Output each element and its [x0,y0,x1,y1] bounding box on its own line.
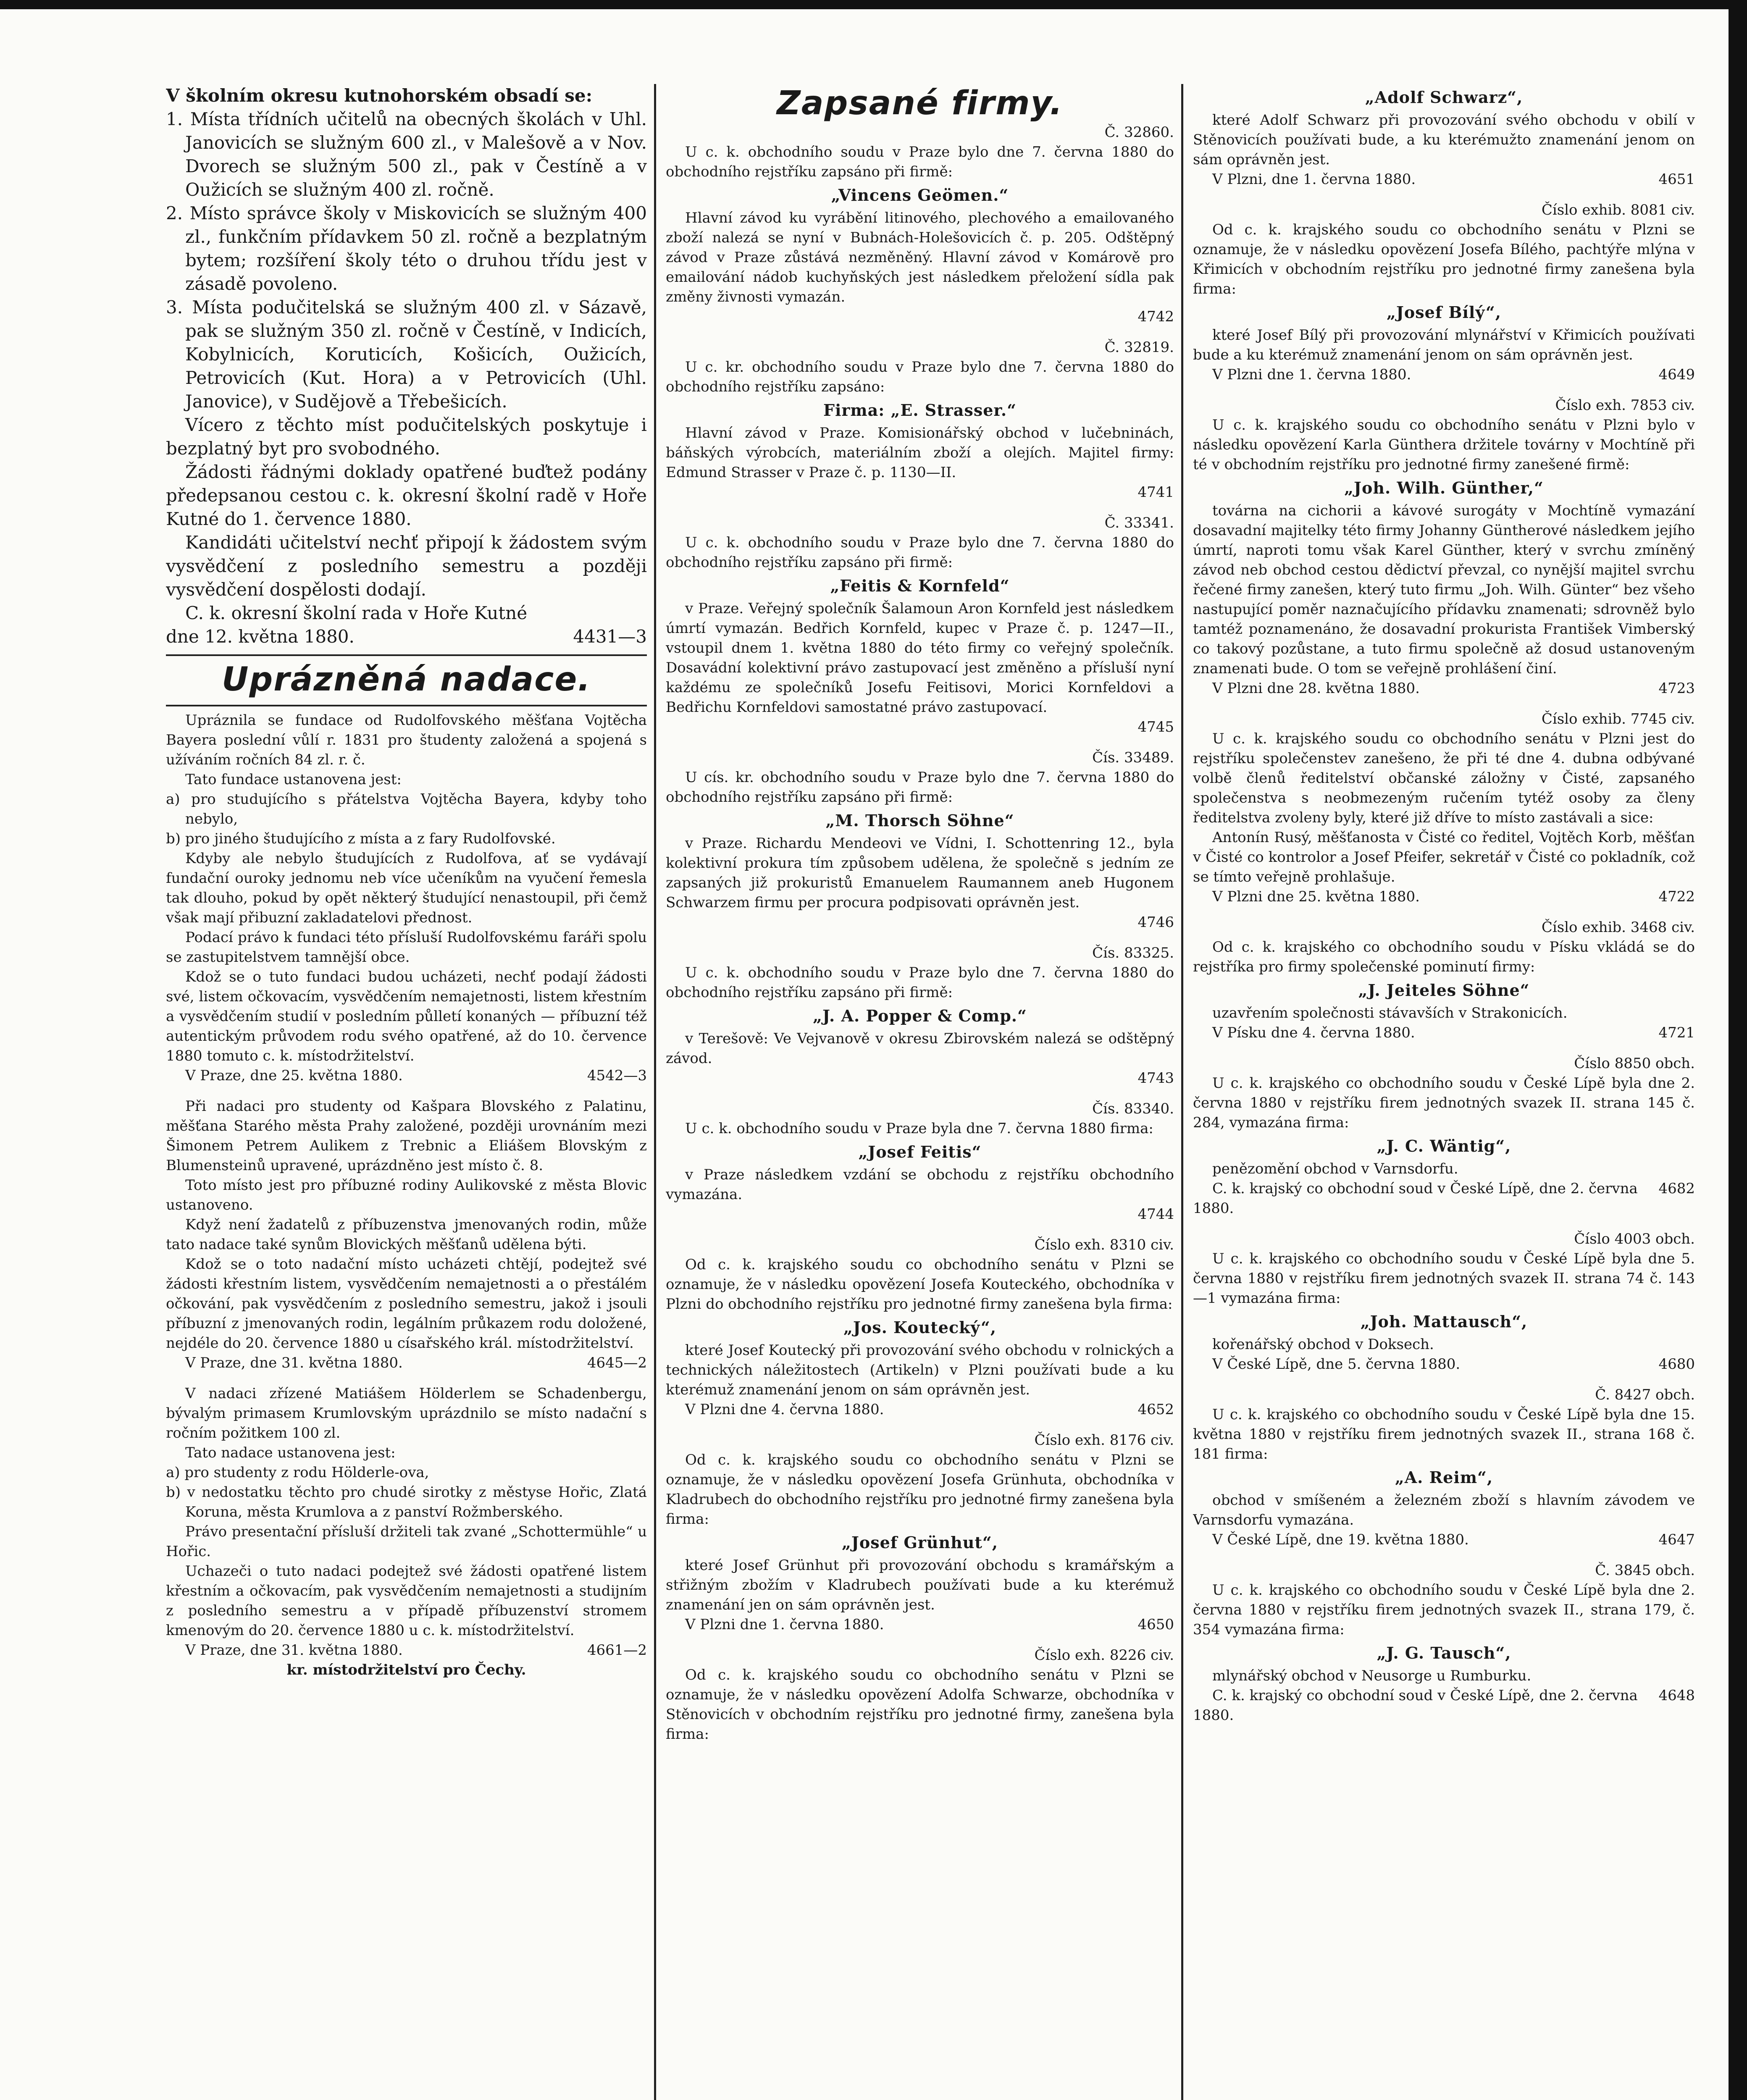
entry-intro: Od c. k. krajského soudu co obchodního senátu v Plzni se oznamuje, že v následku opovězení Josefa Kouteckého, obchodníka v Plzni do obchodního rejstříku pro jednotné firmy zanešena byla firma: [666,1256,1174,1312]
firm-name: „Joh. Mattausch“, [1360,1312,1528,1331]
entry-ref: 4649 [1658,366,1695,383]
firm-entry [1193,1229,1695,1385]
firm-name: „J. A. Popper & Comp.“ [813,1006,1027,1025]
firm-entry [1193,200,1695,396]
firm-entry [666,1431,1174,1646]
list-item: 1. Místa třídních učitelů na obecných školách v Uhl. Janovicích se služným 600 zl., v Malešově a v Nov. Dvorech se služným 500 zl., pak v Čestíně a v Oužicích se služným 400 zl. ročně. [166,109,647,200]
firm-entry [1193,709,1695,918]
entry-case-number: Číslo exhib. 8081 civ. [1541,202,1695,218]
right-border [1729,0,1747,2100]
entry-body: Hlavní závod v Praze. Komisionářský obchod v lučebninách, báňských výrobcích, materiálním zboží a olejích. Majitel firmy: Edmund Strasser v Praze č. p. 1130—II. [666,425,1174,481]
entry-ref: 4745 [1138,719,1174,735]
firm-name: „J. G. Tausch“, [1377,1643,1511,1662]
entry-ref: 4741 [1138,484,1174,501]
notice-ref: 4542—3 [587,1067,647,1084]
notice-ref: 4431—3 [573,626,647,647]
column-left [166,84,647,2100]
firm-entry [666,1099,1174,1235]
entry-body: které Adolf Schwarz při provozování svého obchodu v obilí v Stěnovicích používati bude, a ku kterémužto znamenání jenom on sám oprávněn jest. [1193,112,1695,168]
notice-paragraph: Kdyby ale nebylo študujících z Rudolfova, ať se vydávají fundační ouroky jednomu neb více učeníkům na vyučení řemesla tak dlouho, pokud by opět některý študující nenastoupil, při čemž však mají přibuzní zakladatelovi přednost. [166,850,647,926]
entry-ref: 4650 [1138,1616,1174,1633]
notice-paragraph: Když není žadatelů z příbuzenstva jmenovaných rodin, může tato nadace také synům Blovických měšťanů udělena býti. [166,1216,647,1253]
entry-case-number: Číslo exh. 8226 civ. [1034,1647,1174,1664]
entry-date: V Plzni dne 1. června 1880. [685,1616,884,1633]
firm-name: „Vincens Geömen.“ [831,186,1009,205]
entry-intro: U c. k. krajského soudu co obchodního senátu v Plzni jest do rejstříku společenstev zanešeno, že při té dne 4. dubna odbývané volbě členů ředitelství občanské záložny v Čisté, zapsaného společenstva s neobmezeným ručením tytéž osoby za členy ředitelstva zvoleny byly, které již dříve to místo zastávali a sice: [1193,730,1695,826]
firm-entry [1193,1054,1695,1229]
entry-case-number: Číslo exh. 8310 civ. [1034,1236,1174,1253]
entry-ref: 4652 [1138,1401,1174,1418]
notice-paragraph: Tato nadace ustanovena jest: [185,1444,396,1461]
entry-case-number: Č. 8427 obch. [1595,1386,1695,1403]
entry-intro: U c. k. krajského co obchodního soudu v České Lípě byla dne 2. června 1880 v rejstříku firem jednotných svazek II. strana 145 č. 284, vymazána firma: [1193,1075,1695,1131]
entry-body: továrna na cichorii a kávové surogáty v Mochtíně vymazání dosavadní majitelky této firmy Johanny Güntherové následkem jejího úmrtí, naproti tomu však Karel Günther, který v svrchu zmíněný závod neb obchod cestou dědictví převzal, co nynější majitel svrchu řečené firmy zanešen, který tuto firmu „Joh. Wilh. Günter“ bez všeho nastupující poměr naznačujícího přídavku znamenati; sdrovněž bylo tamtéž poznamenáno, že dosavadní prokurista František Vimberský co takový pozůstane, a tuto firmu společně až dosud ustanoveným znamenati bude. O tom se veřejně prohlášení činí. [1193,502,1695,677]
firm-name: „J. C. Wäntig“, [1377,1137,1511,1155]
entry-ref: 4746 [1138,914,1174,931]
entry-ref: 4682 [1658,1180,1695,1197]
section-divider [166,705,647,706]
entry-case-number: Č. 32819. [1104,339,1174,356]
firm-entry [666,1646,1174,1755]
firm-name: „Jos. Koutecký“, [843,1318,996,1337]
notice-signature: C. k. okresní školní rada v Hoře Kutné [185,603,528,623]
endowment-notice-3 [166,1384,647,1680]
entry-date: V Plzni dne 4. června 1880. [685,1401,884,1418]
entry-case-number: Číslo 8850 obch. [1574,1055,1695,1072]
entry-case-number: Číslo exh. 8176 civ. [1034,1432,1174,1449]
entry-date: V Plzni dne 28. května 1880. [1212,680,1420,697]
section-title-endowment: Uprázněná nadace. [222,661,591,698]
school-vacancy-notice [166,84,647,648]
entry-ref: 4647 [1658,1531,1695,1548]
entry-case-number: Čís. 83340. [1092,1100,1174,1117]
entry-case-number: Č. 3845 obch. [1595,1562,1695,1579]
section-title-firms: Zapsané firmy. [777,84,1063,122]
entry-body: v Praze následkem vzdání se obchodu z rejstříku obchodního vymazána. [666,1166,1174,1203]
entry-body: které Josef Grünhut při provozování obchodu s kramářským a střižným zbožím v Kladrubech používati bude a ku kterémuž znamenání jen on sám oprávněn jest. [666,1557,1174,1613]
entry-case-number: Čís. 33489. [1092,749,1174,766]
entry-intro: U c. k. krajského co obchodního soudu v České Lípě byla dne 15. května 1880 v rejstříku firem jednotných svazek II., strana 168 č. 181 firma: [1193,1406,1695,1462]
firm-entry [1193,1385,1695,1561]
entry-body: obchod v smíšeném a železném zboží s hlavním závodem ve Varnsdorfu vymazána. [1193,1492,1695,1528]
top-border [0,0,1747,9]
entry-ref: 4721 [1658,1024,1695,1041]
firm-entry [1193,396,1695,709]
entry-intro: U cís. kr. obchodního soudu v Praze bylo dne 7. června 1880 do obchodního rejstříku zapsáno při firmě: [666,769,1174,806]
entry-ref: 4744 [1138,1206,1174,1223]
notice-date: V Praze, dne 31. května 1880. [185,1642,403,1659]
firm-name: „Josef Bílý“, [1387,303,1501,322]
firm-name: „J. Jeiteles Söhne“ [1358,981,1530,1000]
entry-case-number: Číslo 4003 obch. [1574,1231,1695,1247]
notice-authority: kr. místodržitelství pro Čechy. [286,1662,526,1678]
entry-body: v Praze. Richardu Mendeovi ve Vídni, I. Schottenring 12., byla kolektivní prokura tím způsobem udělena, že společně s jedním ze zapsaných již prokuristů Emanuelem Raumannem aneb Hugonem Schwarzem firmu per procura podpisovati oprávněn jest. [666,835,1174,911]
entry-body: mlynářský obchod v Neusorge u Rumburku. [1212,1667,1532,1684]
entry-case-number: Č. 32860. [1104,124,1174,141]
entry-intro: Od c. k. krajského soudu co obchodního senátu v Plzni se oznamuje, že v následku opovězení Josefa Bílého, pachtýře mlýna v Křimicích v obchodním rejstříku pro jednotné firmy zanešena byla firma: [1193,221,1695,297]
notice-paragraph: Právo presentační přísluší držiteli tak zvané „Schottermühle“ u Hořic. [166,1523,647,1560]
entry-date: V České Lípě, dne 19. května 1880. [1212,1531,1469,1548]
entry-date: V Písku dne 4. června 1880. [1212,1024,1415,1041]
firm-entry [1193,1561,1695,1736]
column-middle [666,84,1174,2100]
entry-intro: U c. k. obchodního soudu v Praze bylo dne 7. června 1880 do obchodního rejstříku zapsáno při firmě: [666,534,1174,571]
entry-intro: Od c. k. krajského soudu co obchodního senátu v Plzni se oznamuje, že v následku opovězení Adolfa Schwarze, obchodníka v Stěnovicích v obchodním rejstříku pro jednotné firmy, zanešena byla firma: [666,1667,1174,1743]
notice-ref: 4661—2 [587,1642,647,1659]
list-item: b) v nedostatku těchto pro chudé sirotky z městyse Hořic, Zlatá Koruna, města Krumlova a z panství Rožmberského. [166,1484,647,1520]
entry-ref: 4743 [1138,1070,1174,1087]
entry-case-number: Číslo exh. 7853 civ. [1555,397,1695,414]
notice-paragraph: Žádosti řádnými doklady opatřené buďtež podány předepsanou cestou c. k. okresní školní radě v Hoře Kutné do 1. července 1880. [166,462,647,529]
notice-paragraph: Podací právo k fundaci této přísluší Rudolfovskému faráři spolu se zastupitelstvem tamnější obce. [166,929,647,966]
notice-intro: V školním okresu kutnohorském obsadí se: [166,85,593,106]
firm-entry [666,123,1174,338]
entry-intro: U c. k. obchodního soudu v Praze byla dne 7. června 1880 firma: [685,1120,1153,1137]
firm-name: „Josef Feitis“ [858,1142,982,1161]
entry-body: v Terešově: Ve Vejvanově v okresu Zbirovském nalezá se odštěpný závod. [666,1030,1174,1067]
firm-name: „Feitis & Kornfeld“ [830,576,1010,595]
notice-ref: 4645—2 [587,1354,647,1371]
firm-entry [666,513,1174,748]
entry-intro: U c. k. krajského co obchodního soudu v České Lípě byla dne 5. června 1880 v rejstříku firem jednotných svazek II. strana 74 č. 143—1 vymazána firma: [1193,1250,1695,1307]
notice-paragraph: Tato fundace ustanovena jest: [185,771,402,788]
entry-intro: U c. k. obchodního soudu v Praze bylo dne 7. června 1880 do obchodního rejstříku zapsáno při firmě: [666,144,1174,180]
entry-case-number: Čís. 83325. [1092,945,1174,961]
section-divider [166,654,647,656]
notice-paragraph: Uchazeči o tuto nadaci podejtež své žádosti opatřené listem křestním a očkovacím, pak vysvědčením nemajetnosti a studijním z posledního semestru a v případě příbuzenství stromem kmenovým do 20. července 1880 u c. k. místodržitelství. [166,1563,647,1639]
entry-body: které Josef Koutecký při provozování svého obchodu v rolnických a technických náležitostech (Artikeln) v Plzni používati bude a ku kterémuž znamenání jenom on sám oprávněn jest. [666,1342,1174,1398]
entry-ref: 4723 [1658,680,1695,697]
notice-paragraph: Kdož se o tuto fundaci budou ucházeti, nechť podají žádosti své, listem očkovacím, vysvědčením nemajetnosti, listem křestním a vysvědčením studií v posledním půlletí konaných — příbuzní též autentickým průvodem rodu svého opatřené, až do 10. července 1880 tomuto c. k. místodržitelství. [166,969,647,1064]
entry-case-number: Číslo exhib. 3468 civ. [1541,919,1695,936]
entry-body: kořenářský obchod v Doksech. [1212,1336,1434,1353]
entry-intro: U c. kr. obchodního soudu v Praze bylo dne 7. června 1880 do obchodního rejstříku zapsáno: [666,359,1174,395]
entry-body: uzavřením společnosti stávavších v Strakonicích. [1212,1005,1568,1021]
entry-intro: Od c. k. krajského soudu co obchodního senátu v Plzni se oznamuje, že v následku opovězení Josefa Grünhuta, obchodníka v Kladrubech do obchodního rejstříku pro jednotné firmy zanešena byla firma: [666,1452,1174,1528]
entry-body: Antonín Rusý, měšťanosta v Čisté co ředitel, Vojtěch Korb, měšťan v Čisté co kontrolor a Josef Pfeifer, sekretář v Čisté co pokladník, což se tímto veřejně prohlašuje. [1193,829,1695,885]
entry-intro: U c. k. krajského soudu co obchodního senátu v Plzni bylo v následku opovězení Karla Günthera držitele továrny v Mochtíně při té v obchodním rejstříku pro jednotné firmy zanešené firmě: [1193,417,1695,473]
list-item: a) pro studenty z rodu Hölderle-ova, [166,1464,429,1481]
notice-paragraph: Upráznila se fundace od Rudolfovského měšťana Vojtěcha Bayera poslední vůlí r. 1831 pro študenty založená a spojená s užíváním ročních 84 zl. r. č. [166,712,647,768]
entry-body: Hlavní závod ku vyrábění litinového, plechového a emailovaného zboží nalezá se nyní v Bubnách-Holešovicích č. p. 205. Odštěpný závod v Praze zůstává nezměněný. Hlavní závod v Komárově pro emailování nádob kuchyňských jest následkem přeložení sídla pak změny živnosti vymazán. [666,210,1174,305]
entry-case-number: Č. 33341. [1104,514,1174,531]
notice-date: dne 12. května 1880. [166,626,355,647]
firm-name: „Adolf Schwarz“, [1365,88,1523,107]
firm-entry [1193,918,1695,1054]
list-item: a) pro studujícího s přátelstva Vojtěcha Bayera, kdyby toho nebylo, [166,791,647,827]
endowment-notice-2 [166,1097,647,1373]
entry-ref: 4648 [1658,1687,1695,1704]
firm-entry [1193,87,1695,200]
entry-date: V Plzni dne 25. května 1880. [1212,888,1420,905]
firm-entry [666,1235,1174,1431]
list-item: 3. Místa podučitelská se služným 400 zl. v Sázavě, pak se služným 350 zl. ročně v Čestíně, v Indicích, Kobylnicích, Koruticích, Košicích, Oužicích, Petrovicích (Kut. Hora) a v Petrovicích (Uhl. Janovice), v Sudějově a Třebešicích. [166,297,647,412]
entry-date: V České Lípě, dne 5. června 1880. [1212,1356,1461,1373]
firm-name: „M. Thorsch Söhne“ [825,811,1014,830]
column-rule-left [654,84,656,2100]
notice-paragraph: V nadaci zřízené Matiášem Hölderlem se Schadenbergu, bývalým primasem Krumlovským uprázdnilo se místo nadační s ročním požitkem 100 zl. [166,1385,647,1441]
entry-body: penězomění obchod v Varnsdorfu. [1212,1160,1458,1177]
entry-intro: Od c. k. krajského co obchodního soudu v Písku vkládá se do rejstříka pro firmy společenské pominutí firmy: [1193,939,1695,975]
notice-paragraph: Při nadaci pro studenty od Kašpara Blovského z Palatinu, měšťana Starého města Prahy založené, později urovnáním mezi Šimonem Petrem Aulikem z Trebnic a Eliášem Blovským z Blumensteinů upravené, uprázdněno jest místo č. 8. [166,1098,647,1174]
notice-paragraph: Kdož se o toto nadační místo ucházeti chtějí, podejtež své žádosti křestním listem, vysvědčením nemajetnosti a o přestálém očkování, pak vysvědčením z posledního semestru, jakož i jsouli příbuzní z jmenovaných rodin, legálním průkazem rodu doložené, nejdéle do 20. července 1880 u císařského král. místodržitelství. [166,1256,647,1352]
list-item: 2. Místo správce školy v Miskovicích se služným 400 zl., funkčním přídavkem 50 zl. ročně a bezplatným bytem; rozšíření školy této o druhou třídu jest v zásadě povoleno. [166,203,647,294]
firm-entry [666,943,1174,1099]
entry-date: V Plzni dne 1. června 1880. [1212,366,1411,383]
notice-date: V Praze, dne 25. května 1880. [185,1067,403,1084]
entry-date: C. k. krajský co obchodní soud v České Lípě, dne 2. června 1880. [1193,1180,1638,1217]
entry-ref: 4742 [1138,308,1174,325]
entry-body: které Josef Bílý při provozování mlynářství v Křimicích používati bude a ku kterémuž znamenání jenom on sám oprávněn jest. [1193,327,1695,363]
firm-entry [666,748,1174,943]
notice-paragraph: Vícero z těchto míst podučitelských poskytuje i bezplatný byt pro svobodného. [166,415,647,459]
entry-intro: U c. k. obchodního soudu v Praze bylo dne 7. června 1880 do obchodního rejstříku zapsáno při firmě: [666,964,1174,1001]
firm-name: „Joh. Wilh. Günther,“ [1344,478,1544,497]
column-rule-right [1181,84,1183,2100]
firm-name: Firma: „E. Strasser.“ [823,401,1017,420]
entry-body: v Praze. Veřejný společník Šalamoun Aron Kornfeld jest následkem úmrtí vymazán. Bedřich Kornfeld, kupec v Praze č. p. 1247—II., vstoupil dnem 1. května 1880 do této firmy co veřejný společník. Dosavádní kolektivní právo zastupovací jest změněno a přísluší nyní každému ze společníků Josefu Feitisovi, Morici Kornfeldovi a Bedřichu Kornfeldovi samostatné právo zastupovací. [666,600,1174,716]
firm-name: „A. Reim“, [1395,1468,1493,1487]
list-item: b) pro jiného študujícího z místa a z fary Rudolfovské. [166,830,556,847]
notice-date: V Praze, dne 31. května 1880. [185,1354,403,1371]
entry-intro: U c. k. krajského co obchodního soudu v České Lípě byla dne 2. června 1880 v rejstříku firem jednotných svazek II., strana 179, č. 354 vymazána firma: [1193,1582,1695,1638]
entry-date: V Plzni, dne 1. června 1880. [1212,171,1416,188]
entry-ref: 4680 [1658,1356,1695,1373]
notice-paragraph: Kandidáti učitelství nechť připojí k žádostem svým vysvědčení z posledního semestru a později vysvědčení dospělosti dodají. [166,532,647,600]
notice-paragraph: Toto místo jest pro příbuzné rodiny Aulikovské z města Blovic ustanoveno. [166,1177,647,1213]
entry-ref: 4722 [1658,888,1695,905]
firm-name: „Josef Grünhut“, [842,1533,998,1552]
column-right [1193,84,1695,2100]
firm-entry [666,338,1174,513]
entry-date: C. k. krajský co obchodní soud v České Lípě, dne 2. června 1880. [1193,1687,1638,1724]
entry-case-number: Číslo exhib. 7745 civ. [1541,711,1695,727]
entry-ref: 4651 [1658,171,1695,188]
endowment-notice-1 [166,711,647,1086]
